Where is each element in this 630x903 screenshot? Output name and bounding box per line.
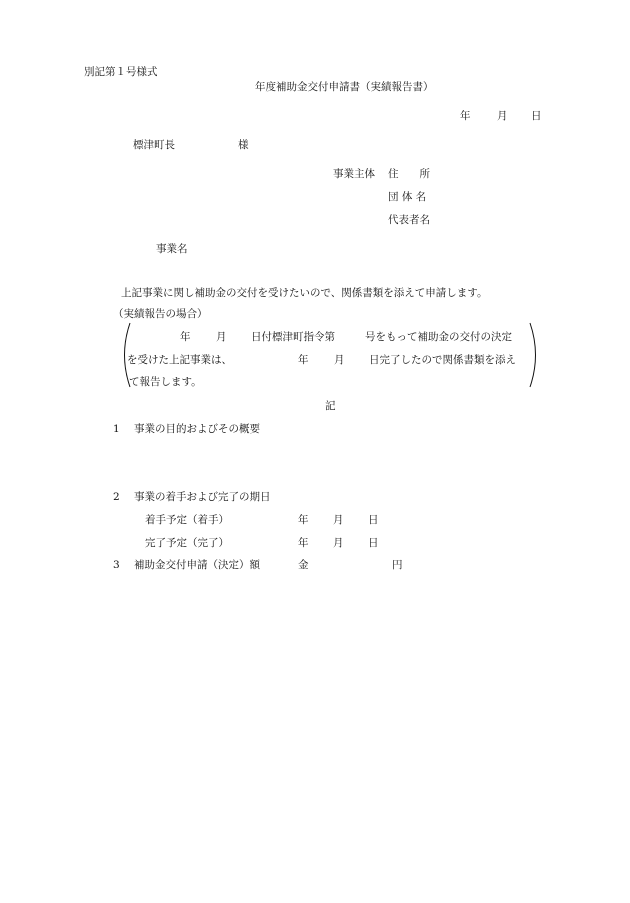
report-year-label: 年 — [180, 331, 191, 343]
report-month-label: 月 — [216, 331, 227, 343]
date-day-label: 日 — [531, 110, 542, 122]
right-bracket — [528, 322, 542, 388]
ki-heading: 記 — [325, 400, 336, 412]
end-date-label: 完了予定（完了） — [145, 537, 229, 549]
addressee-name: 標津町長 — [133, 139, 175, 151]
group-name-label: 団 体 名 — [388, 191, 427, 203]
item-number: 1 — [113, 423, 120, 435]
decision-number-text: 号をもって補助金の交付の決定 — [365, 331, 512, 343]
report-case-heading: （実績報告の場合） — [113, 308, 208, 320]
item-label: 事業の着手および完了の期日 — [134, 491, 271, 503]
completion-text: 日完了したので関係書類を添え — [369, 354, 516, 366]
item-label: 補助金交付申請（決定）額 — [134, 559, 260, 571]
report-line-3: て報告します。 — [129, 376, 202, 388]
form-number-label: 別記第１号様式 — [84, 66, 158, 78]
document-title: 年度補助金交付申請書（実績報告書） — [255, 81, 434, 93]
item-label: 事業の目的およびその概要 — [134, 423, 260, 435]
completion-year-label: 年 — [298, 354, 309, 366]
report-line-2-text: を受けた上記事業は、 — [127, 354, 232, 366]
amount-prefix: 金 — [298, 559, 309, 571]
date-month-label: 月 — [497, 110, 508, 122]
date-year-label: 年 — [460, 110, 471, 122]
start-date-label: 着手予定（着手） — [145, 514, 229, 526]
item-number: 2 — [113, 491, 120, 503]
start-day-label: 日 — [368, 514, 379, 526]
item-number: 3 — [113, 559, 120, 571]
amount-unit: 円 — [392, 559, 403, 571]
decision-reference: 日付標津町指令第 — [251, 331, 335, 343]
end-day-label: 日 — [368, 537, 379, 549]
end-year-label: 年 — [298, 537, 309, 549]
applicant-label: 事業主体 — [333, 168, 375, 180]
completion-month-label: 月 — [334, 354, 345, 366]
addressee-honorific: 様 — [238, 139, 249, 151]
project-name-label: 事業名 — [156, 243, 188, 255]
address-label: 住 所 — [388, 168, 430, 180]
end-month-label: 月 — [333, 537, 344, 549]
start-year-label: 年 — [298, 514, 309, 526]
request-statement: 上記事業に関し補助金の交付を受けたいので、関係書類を添えて申請します。 — [121, 287, 488, 299]
representative-label: 代表者名 — [388, 214, 430, 226]
start-month-label: 月 — [333, 514, 344, 526]
